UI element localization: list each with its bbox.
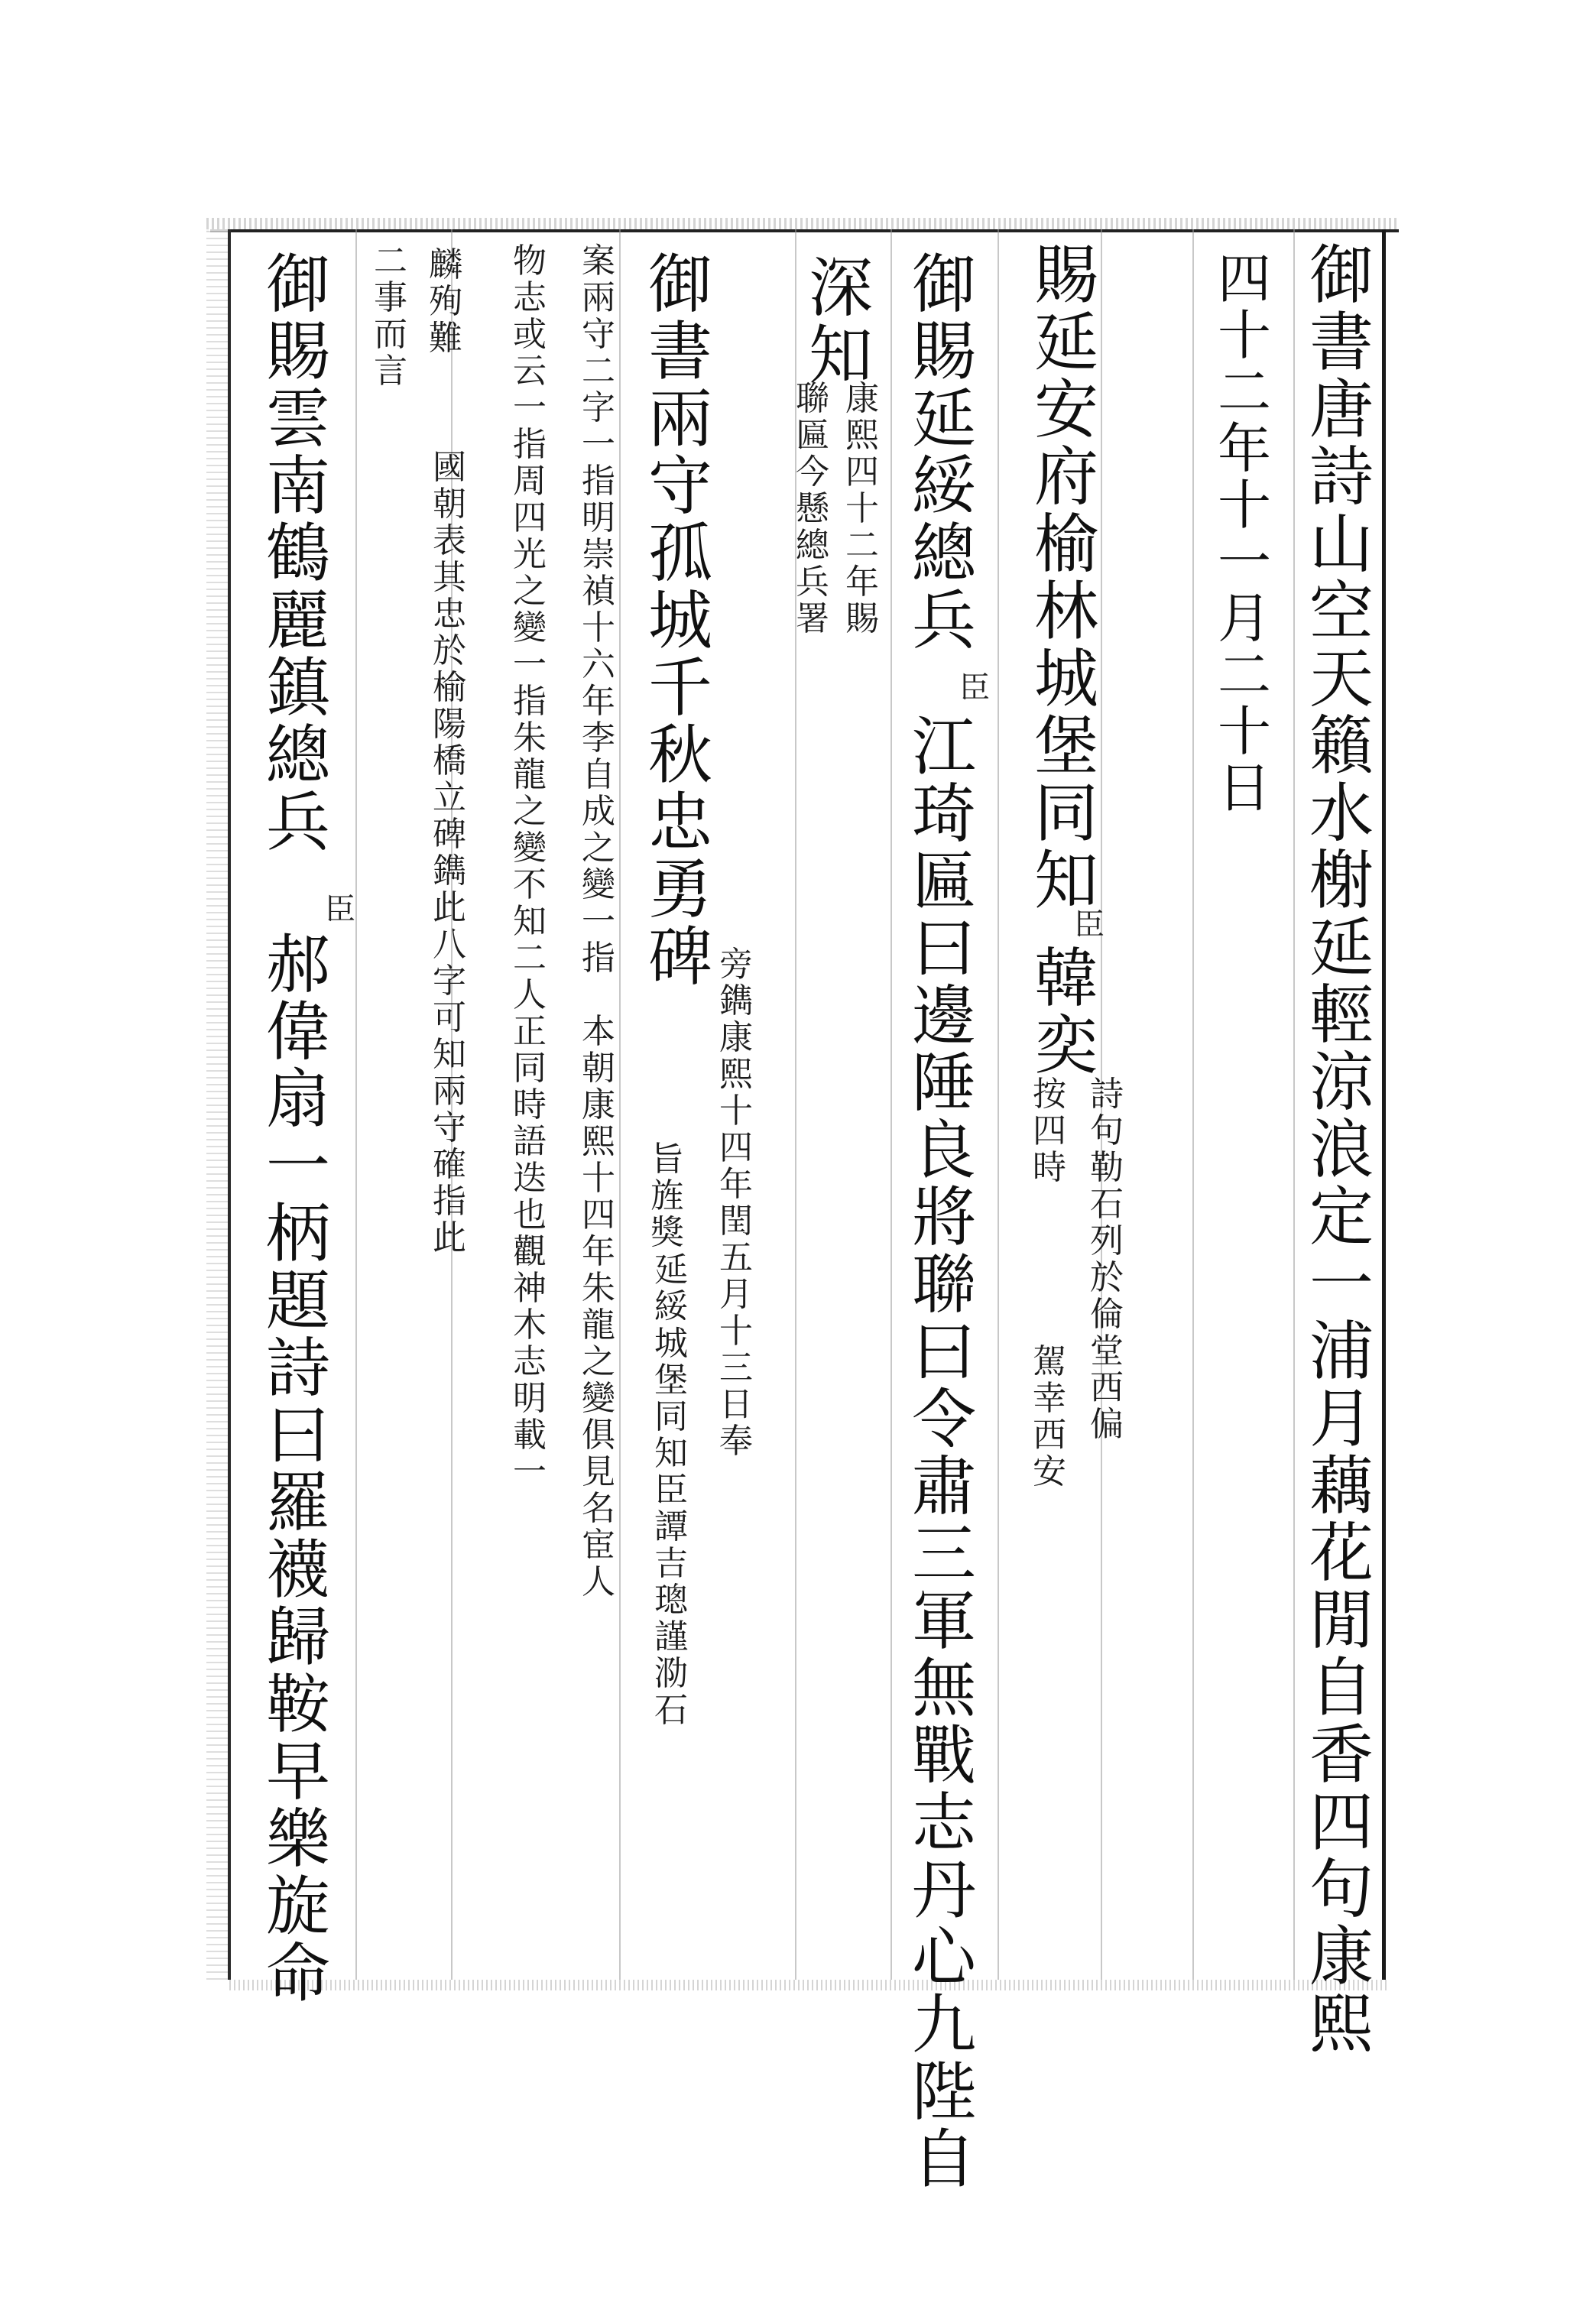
text-column-6-main: 御 書 兩 守 孤 城 千 秋 忠 勇 碑: [647, 247, 712, 994]
text-column-6-annotation-3: 延 綏 城 堡 同 知 臣 譚 吉 璁 謹 泐 石: [654, 1251, 688, 1730]
text-column-2-date: 四 十 二 年 十 一 月 二 十 日: [1218, 248, 1271, 819]
text-column-4-main: 御 賜 延 綏 總 兵: [911, 247, 976, 658]
column-rule: [998, 229, 999, 1980]
text-column-4-continued: 江 琦 匾 曰 邊 陲 良 將 聯 曰 令 肅 三 軍 無 戰 志 丹 心 九 陛 自: [911, 709, 976, 2197]
text-column-6-annotation: 旁 鐫 康 熙 十 四 年 閏 五 月 十 三 日 奉: [719, 945, 753, 1461]
text-column-3-annotation-3: 駕 幸 西 安: [1033, 1342, 1066, 1491]
text-column-5-annotation-2: 聯 匾 今 懸 總 兵 署: [796, 379, 829, 638]
page-frame-bottom-texture: [229, 1980, 1387, 1990]
page-frame-top-border: [210, 229, 1399, 232]
text-column-4-chen-mark: 臣: [959, 670, 990, 706]
text-column-5-main: 深 知: [808, 251, 873, 393]
text-column-3-annotation-2: 按 四 時: [1033, 1075, 1066, 1187]
text-column-3-main: 賜 延 安 府 榆 林 城 堡 同 知: [1033, 238, 1098, 918]
text-column-3-chen-mark: 臣: [1074, 907, 1105, 942]
column-rule: [1192, 229, 1194, 1980]
text-column-3-name: 韓 奕: [1033, 941, 1098, 1083]
text-column-11-chen-mark: 臣: [325, 892, 355, 927]
text-column-5-annotation: 康 熙 四 十 二 年 賜: [845, 379, 879, 638]
text-column-7-commentary: 案 兩 守 二 字 一 指 明 崇 禎 十 六 年 李 自 成 之 變 一 指 本 朝 康 熙 十 四 年 朱 龍 之 變 俱 見 名 宦 人: [582, 242, 615, 1601]
text-column-10: 二 事 而 言: [374, 242, 407, 391]
text-column-3-annotation: 詩 句 勒 石 列 於 倫 堂 西 偏: [1090, 1075, 1124, 1444]
text-column-9-start: 麟 殉 難: [429, 245, 462, 358]
text-column-1: 御 書 唐 詩 山 空 天 籟 水 榭 延 輕 涼 浪 定 一 浦 月 藕 花 閒 自 香 四 句 康 熙: [1309, 238, 1374, 2062]
page-frame-left-border: [228, 229, 231, 1980]
text-column-8-commentary: 物 志 或 云 一 指 周 四 光 之 變 一 指 朱 龍 之 變 不 知 二 人 正 同 時 語 迭 也 觀 神 木 志 明 載 一: [513, 242, 547, 1491]
text-column-6-annotation-2: 旨 旌 獎: [650, 1140, 684, 1252]
column-rule: [355, 229, 357, 1980]
column-rule: [890, 229, 892, 1980]
text-column-11-main: 御 賜 雲 南 鶴 麗 鎮 總 兵: [265, 247, 330, 860]
text-column-9-commentary: 國 朝 表 其 忠 於 榆 陽 橋 立 碑 鐫 此 八 字 可 知 兩 守 確 指 此: [433, 448, 466, 1257]
page-frame-left-texture: [206, 229, 229, 1980]
column-rule: [1293, 229, 1295, 1980]
text-column-11-continued: 郝 偉 扇 一 柄 題 詩 曰 羅 襪 歸 鞍 早 樂 旋 命: [265, 927, 330, 2011]
